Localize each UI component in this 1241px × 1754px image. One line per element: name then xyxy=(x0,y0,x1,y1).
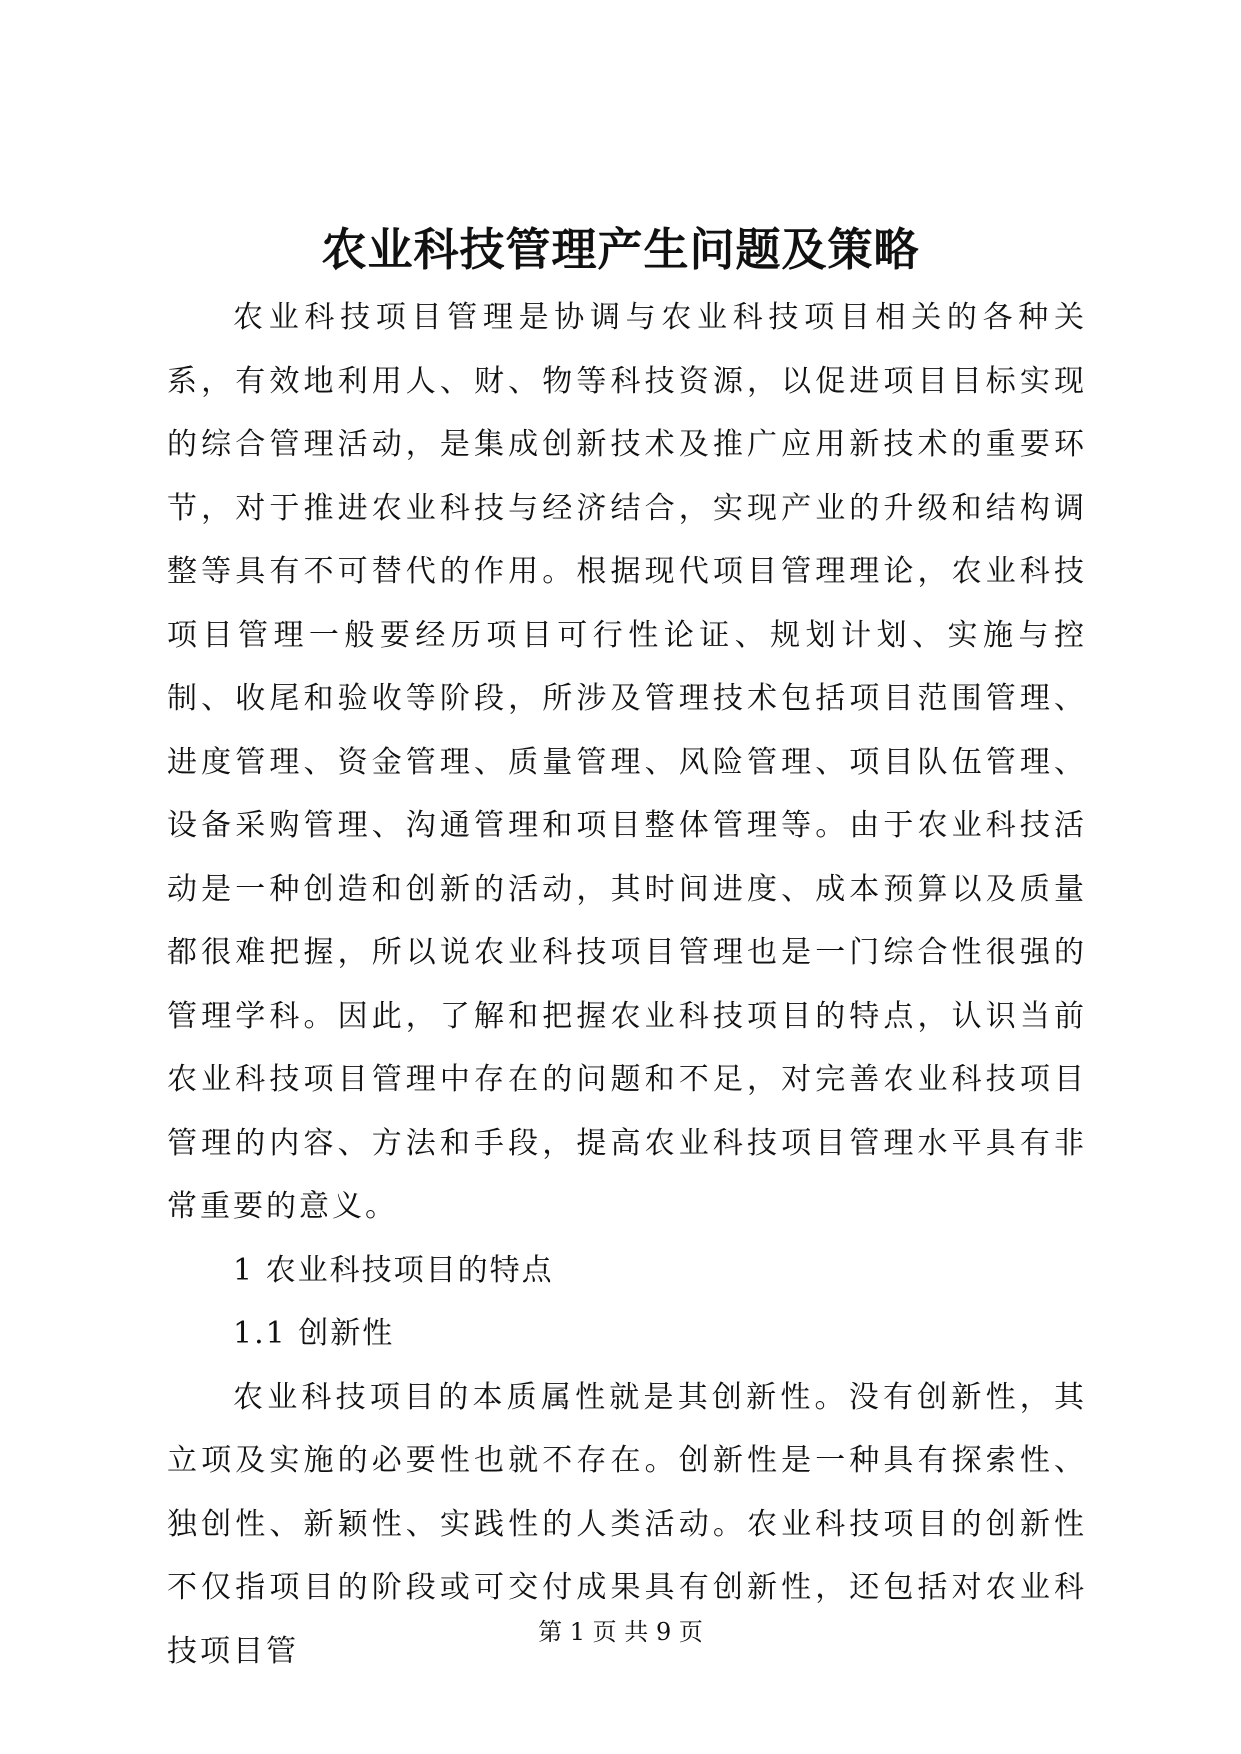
subsection-heading-1-1: 1.1 创新性 xyxy=(233,1316,395,1351)
section-heading-1: 1 农业科技项目的特点 xyxy=(233,1252,554,1288)
page-footer: 第 1 页 共 9 页 xyxy=(538,1618,703,1646)
document-body xyxy=(167,286,1087,1683)
document-title: 农业科技管理产生问题及策略 xyxy=(321,223,920,276)
intro-paragraph: 农业科技项目管理是协调与农业科技项目相关的各种关系，有效地利用人、财、物等科技资源，以促进项目目标实现的综合管理活动，是集成创新技术及推广应用新技术的重要环节，对于推进农业科技与经济结合，实现产业的升级和结构调整等具有不可替代的作用。根据现代项目管理理论，农业科技项目管理一般要经历项目可行性论证、规划计划、实施与控制、收尾和验收等阶段，所涉及管理技术包括项目范围管理、进度管理、资金管理、质量管理、风险管理、项目队伍管理、设备采购管理、沟通管理和项目整体管理等。由于农业科技活动是一种创造和创新的活动，其时间进度、成本预算以及质量都很难把握，所以说农业科技项目管理也是一门综合性很强的管理学科。因此，了解和把握农业科技项目的特点，认识当前农业科技项目管理中存在的问题和不足，对完善农业科技项目管理的内容、方法和手段，提高农业科技项目管理水平具有非常重要的意义。 xyxy=(167,300,1087,1224)
innovation-paragraph: 农业科技项目的本质属性就是其创新性。没有创新性，其立项及实施的必要性也就不存在。创新性是一种具有探索性、独创性、新颖性、实践性的人类活动。农业科技项目的创新性不仅指项目的阶段或可交付成果具有创新性，还包括对农业科技项目管 xyxy=(167,1379,1087,1669)
